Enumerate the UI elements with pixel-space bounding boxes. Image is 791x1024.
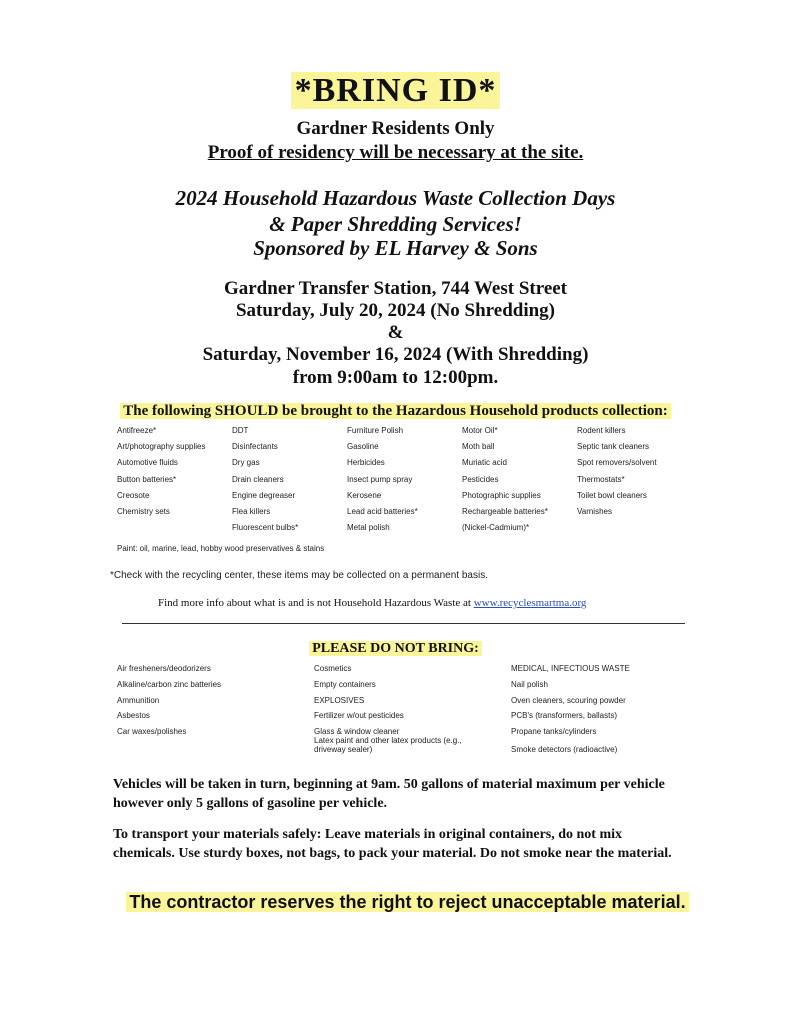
- list-item: Antifreeze*: [117, 426, 157, 435]
- list-item: Cosmetics: [314, 664, 352, 673]
- list-item: Pesticides: [462, 474, 499, 484]
- list-item: Lead acid batteries*: [347, 506, 418, 516]
- proof-of-residency: [0, 142, 791, 164]
- should-bring-column-1: [117, 426, 206, 523]
- list-item: Spot removers/solvent: [577, 458, 657, 468]
- section-divider: [122, 623, 685, 624]
- list-item: Nail polish: [511, 679, 548, 689]
- do-not-bring-column-2: [314, 664, 462, 761]
- event-title-line1: 2024 Household Hazardous Waste Collection Days: [175, 186, 616, 210]
- should-bring-column-2: [232, 426, 298, 539]
- list-item: Engine degreaser: [232, 490, 296, 500]
- list-item: Motor Oil*: [462, 426, 498, 435]
- list-item: Art/photography supplies: [117, 442, 206, 452]
- list-item: (Nickel-Cadmium)*: [462, 523, 530, 533]
- do-not-bring-title-text: PLEASE DO NOT BRING:: [309, 641, 482, 656]
- list-item: Herbicides: [347, 458, 385, 468]
- location-address: Gardner Transfer Station, 744 West Street: [223, 278, 568, 299]
- residents-only: Gardner Residents Only: [296, 118, 495, 139]
- list-item: PCB's (transformers, ballasts): [511, 711, 617, 721]
- list-item: Chemistry sets: [117, 506, 170, 516]
- paint-note: Paint: oil, marine, lead, hobby wood preservatives & stains: [117, 544, 325, 553]
- list-item: Fertilizer w/out pesticides: [314, 711, 404, 721]
- list-item: Button batteries*: [117, 474, 177, 484]
- list-item: DDT: [232, 426, 249, 435]
- list-item: Moth ball: [462, 442, 495, 452]
- list-item: Ammunition: [117, 695, 160, 705]
- date-ampersand: &: [387, 322, 404, 343]
- list-item: Drain cleaners: [232, 474, 284, 484]
- proof-text: Proof of residency will be necessary at the site.: [207, 142, 584, 163]
- more-info-line: [158, 597, 586, 609]
- do-not-bring-column-1: [117, 664, 221, 743]
- date-july: Saturday, July 20, 2024 (No Shredding): [235, 300, 556, 321]
- list-item: Thermostats*: [577, 474, 625, 484]
- list-item: Metal polish: [347, 523, 390, 533]
- list-item: Rodent killers: [577, 426, 626, 435]
- list-item: Flea killers: [232, 506, 271, 516]
- list-item: Smoke detectors (radioactive): [511, 745, 618, 755]
- do-not-bring-column-3: [511, 664, 630, 761]
- time-range: from 9:00am to 12:00pm.: [292, 367, 499, 388]
- should-bring-column-5: [577, 426, 657, 523]
- list-item: Toilet bowl cleaners: [577, 490, 647, 500]
- contractor-reserve-note: [0, 892, 791, 913]
- list-item: Septic tank cleaners: [577, 442, 650, 452]
- contractor-reserve-text: The contractor reserves the right to reject unacceptable material.: [126, 892, 688, 912]
- list-item: Oven cleaners, scouring powder: [511, 695, 626, 705]
- list-item: Empty containers: [314, 679, 376, 689]
- event-sponsor: Sponsored by EL Harvey & Sons: [253, 236, 538, 260]
- list-item: Glass & window cleaner: [314, 727, 400, 737]
- check-note: *Check with the recycling center, these items may be collected on a permanent basis.: [110, 570, 488, 581]
- list-item: Alkaline/carbon zinc batteries: [117, 679, 222, 689]
- list-item: Car waxes/polishes: [117, 727, 187, 737]
- should-bring-column-4: [462, 426, 548, 539]
- list-item: Varnishes: [577, 506, 612, 516]
- vehicles-note: Vehicles will be taken in turn, beginning at 9am. 50 gallons of material maximum per vehicle however only 5 gallons of gasoline per vehicle.: [113, 777, 665, 811]
- list-item: Insect pump spray: [347, 474, 413, 484]
- date-november: Saturday, November 16, 2024 (With Shredding): [202, 344, 589, 365]
- list-item: Kerosene: [347, 490, 382, 500]
- event-title-line2: & Paper Shredding Services!: [269, 212, 522, 236]
- list-item: Gasoline: [347, 442, 379, 452]
- recyclesmart-link[interactable]: www.recyclesmartma.org: [473, 597, 587, 609]
- list-item: Fluorescent bulbs*: [232, 523, 299, 533]
- transport-note: To transport your materials safely: Leave materials in original containers, do not mix chemicals. Use sturdy boxes, not bags, to pack your material. Do not smoke near the material.: [113, 827, 672, 861]
- list-item: Photographic supplies: [462, 490, 541, 500]
- list-item: Air fresheners/deodorizers: [117, 664, 211, 673]
- list-item: EXPLOSIVES: [314, 695, 365, 705]
- list-item: Creosote: [117, 490, 150, 500]
- list-item: Rechargeable batteries*: [462, 506, 548, 516]
- list-item: Propane tanks/cylinders: [511, 727, 597, 737]
- more-info-text: Find more info about what is and is not Household Hazardous Waste at: [158, 597, 474, 609]
- list-item: Latex paint and other latex products (e.g.,: [314, 736, 462, 746]
- list-item: Disinfectants: [232, 442, 278, 452]
- list-item: Automotive fluids: [117, 458, 178, 468]
- do-not-bring-title: [0, 641, 791, 657]
- should-bring-title: [0, 403, 791, 420]
- list-item: driveway sealer): [314, 745, 373, 755]
- should-bring-column-3: [347, 426, 418, 539]
- list-item: Asbestos: [117, 711, 150, 721]
- list-item: MEDICAL, INFECTIOUS WASTE: [511, 664, 630, 673]
- list-item: Muriatic acid: [462, 458, 507, 468]
- list-item: Furniture Polish: [347, 426, 404, 435]
- list-item: Dry gas: [232, 458, 260, 468]
- bring-id-text: *BRING ID*: [291, 72, 501, 109]
- bring-id-heading: [0, 72, 791, 110]
- should-bring-title-text: The following SHOULD be brought to the Hazardous Household products collection:: [120, 403, 671, 419]
